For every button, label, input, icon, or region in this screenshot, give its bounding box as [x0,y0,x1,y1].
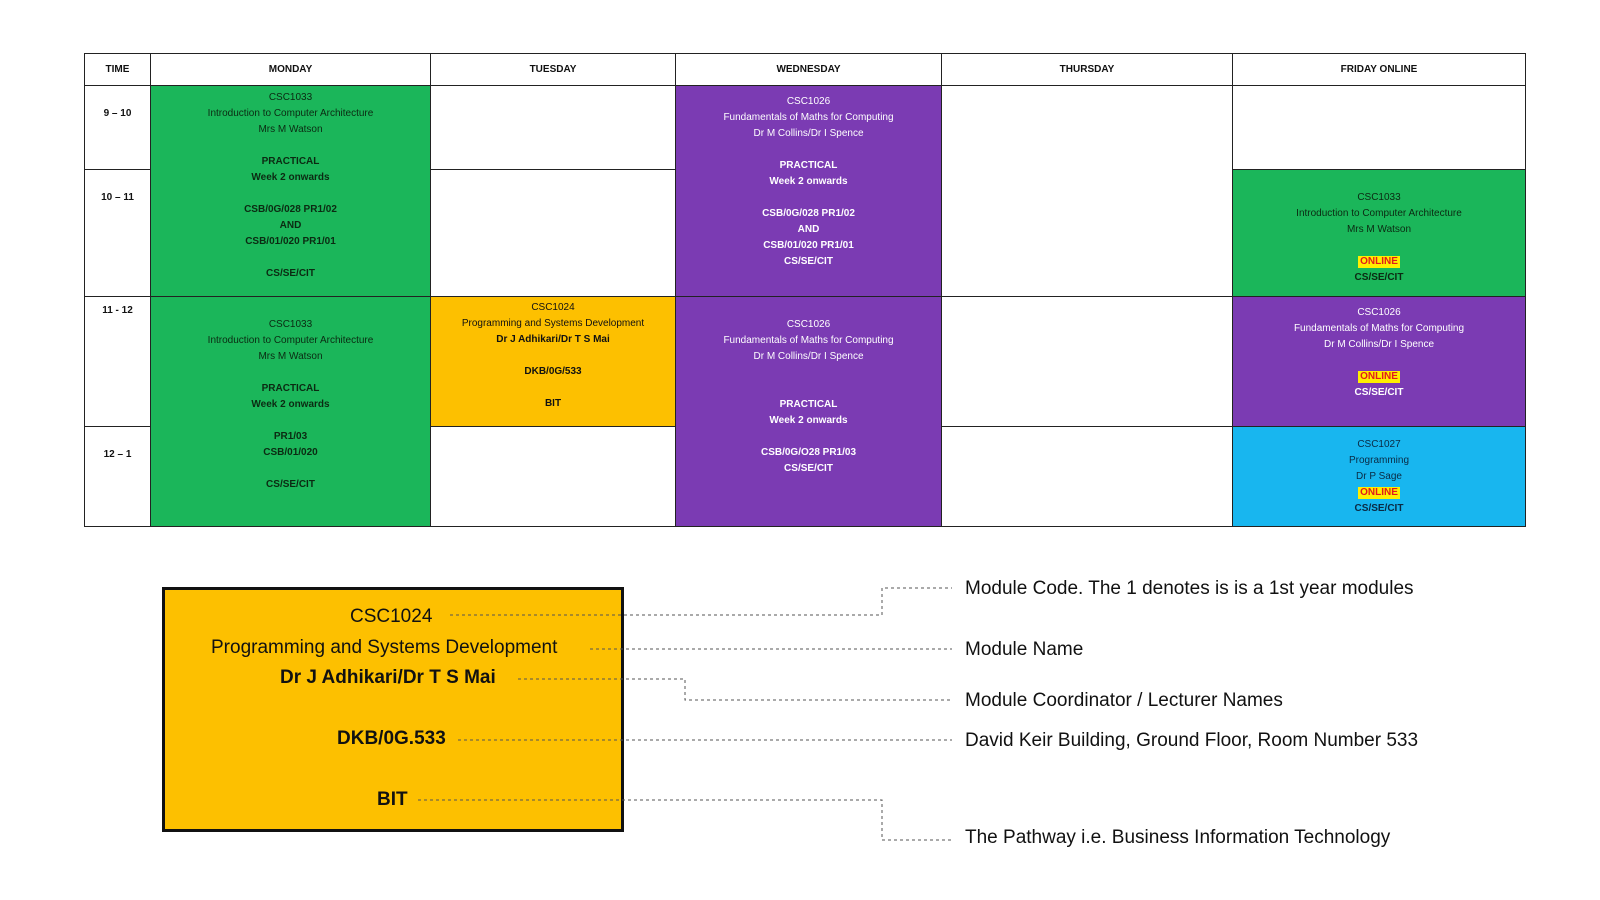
lecturer: Mrs M Watson [1346,224,1412,235]
legend-pathway: BIT [377,789,408,810]
pathway: CS/SE/CIT [1354,503,1404,514]
room: CSB/01/020 PR1/01 [763,240,854,251]
module-name: Fundamentals of Maths for Computing [1293,323,1465,334]
header-wednesday: WEDNESDAY [675,53,942,86]
room: CSB/0G/028 PR1/02 [762,208,855,219]
module-code: CSC1026 [786,319,831,330]
weeks: Week 2 onwards [769,415,848,426]
pathway: CS/SE/CIT [784,463,833,474]
connector-code [450,588,952,615]
module-name: Introduction to Computer Architecture [207,335,374,346]
weeks: Week 2 onwards [251,172,330,183]
room-and: AND [279,220,302,231]
legend-module-code: CSC1024 [350,606,433,627]
room: CSB/0G/028 PR1/02 [244,204,337,215]
time-slot: 11 - 12 [84,296,151,427]
module-code: CSC1033 [1357,192,1401,203]
annotation-name: Module Name [965,639,1084,660]
room: CSB/01/020 [263,447,318,458]
module-name: Introduction to Computer Architecture [207,108,374,119]
module-name: Fundamentals of Maths for Computing [723,335,894,346]
weeks: Week 2 onwards [769,176,848,187]
time-slot: 12 – 1 [84,426,151,527]
pathway: CS/SE/CIT [266,268,315,279]
module-code: CSC1024 [531,302,575,313]
header-monday: MONDAY [150,53,431,86]
module-name: Fundamentals of Maths for Computing [723,112,894,123]
module-code: CSC1026 [786,96,831,107]
room-and: AND [797,224,820,235]
module-name: Programming and Systems Development [461,318,645,329]
lecturer: Mrs M Watson [258,351,323,362]
online-badge: ONLINE [1360,371,1398,382]
pathway: CS/SE/CIT [1354,387,1404,398]
lecturer: Dr J Adhikari/Dr T S Mai [496,334,610,345]
header-friday: FRIDAY ONLINE [1232,53,1526,86]
session-type: PRACTICAL [261,383,320,394]
pathway: BIT [544,398,562,409]
weeks: Week 2 onwards [251,399,330,410]
module-code: CSC1026 [1357,307,1401,318]
annotation-code: Module Code. The 1 denotes is is a 1st year modules [965,578,1414,599]
session-type: PRACTICAL [261,156,320,167]
room: CSB/01/020 PR1/01 [245,236,336,247]
lecturer: Mrs M Watson [258,124,323,135]
time-slot: 9 – 10 [84,85,151,170]
lecturer: Dr M Collins/Dr I Spence [1323,339,1435,350]
legend-lecturer: Dr J Adhikari/Dr T S Mai [280,667,496,688]
connector-pathway [418,800,952,840]
annotation-lecturer: Module Coordinator / Lecturer Names [965,690,1283,711]
connector-lecturer [518,679,952,700]
session-type: PRACTICAL [779,399,838,410]
module-name: Programming [1348,455,1410,466]
lecturer: Dr P Sage [1356,471,1402,482]
legend-room: DKB/0G.533 [337,728,446,749]
header-thursday: THURSDAY [941,53,1233,86]
room: PR1/03 [273,431,308,442]
legend-module-name: Programming and Systems Development [211,637,558,658]
header-time: TIME [84,53,151,86]
module-code: CSC1027 [1357,439,1401,450]
lecturer: Dr M Collins/Dr I Spence [753,128,864,139]
pathway: CS/SE/CIT [1354,272,1404,283]
annotation-room: David Keir Building, Ground Floor, Room Number 533 [965,730,1419,751]
time-slot: 10 – 11 [84,169,151,297]
pathway: CS/SE/CIT [784,256,833,267]
online-badge: ONLINE [1360,487,1398,498]
room: DKB/0G/533 [524,366,582,377]
session-type: PRACTICAL [779,160,838,171]
module-code: CSC1033 [268,92,313,103]
lecturer: Dr M Collins/Dr I Spence [753,351,864,362]
annotation-pathway: The Pathway i.e. Business Information Technology [965,827,1391,848]
module-name: Introduction to Computer Architecture [1296,208,1462,219]
module-code: CSC1033 [268,319,313,330]
header-tuesday: TUESDAY [430,53,676,86]
pathway: CS/SE/CIT [266,479,315,490]
room: CSB/0G/O28 PR1/03 [760,447,857,458]
online-badge: ONLINE [1360,256,1398,267]
